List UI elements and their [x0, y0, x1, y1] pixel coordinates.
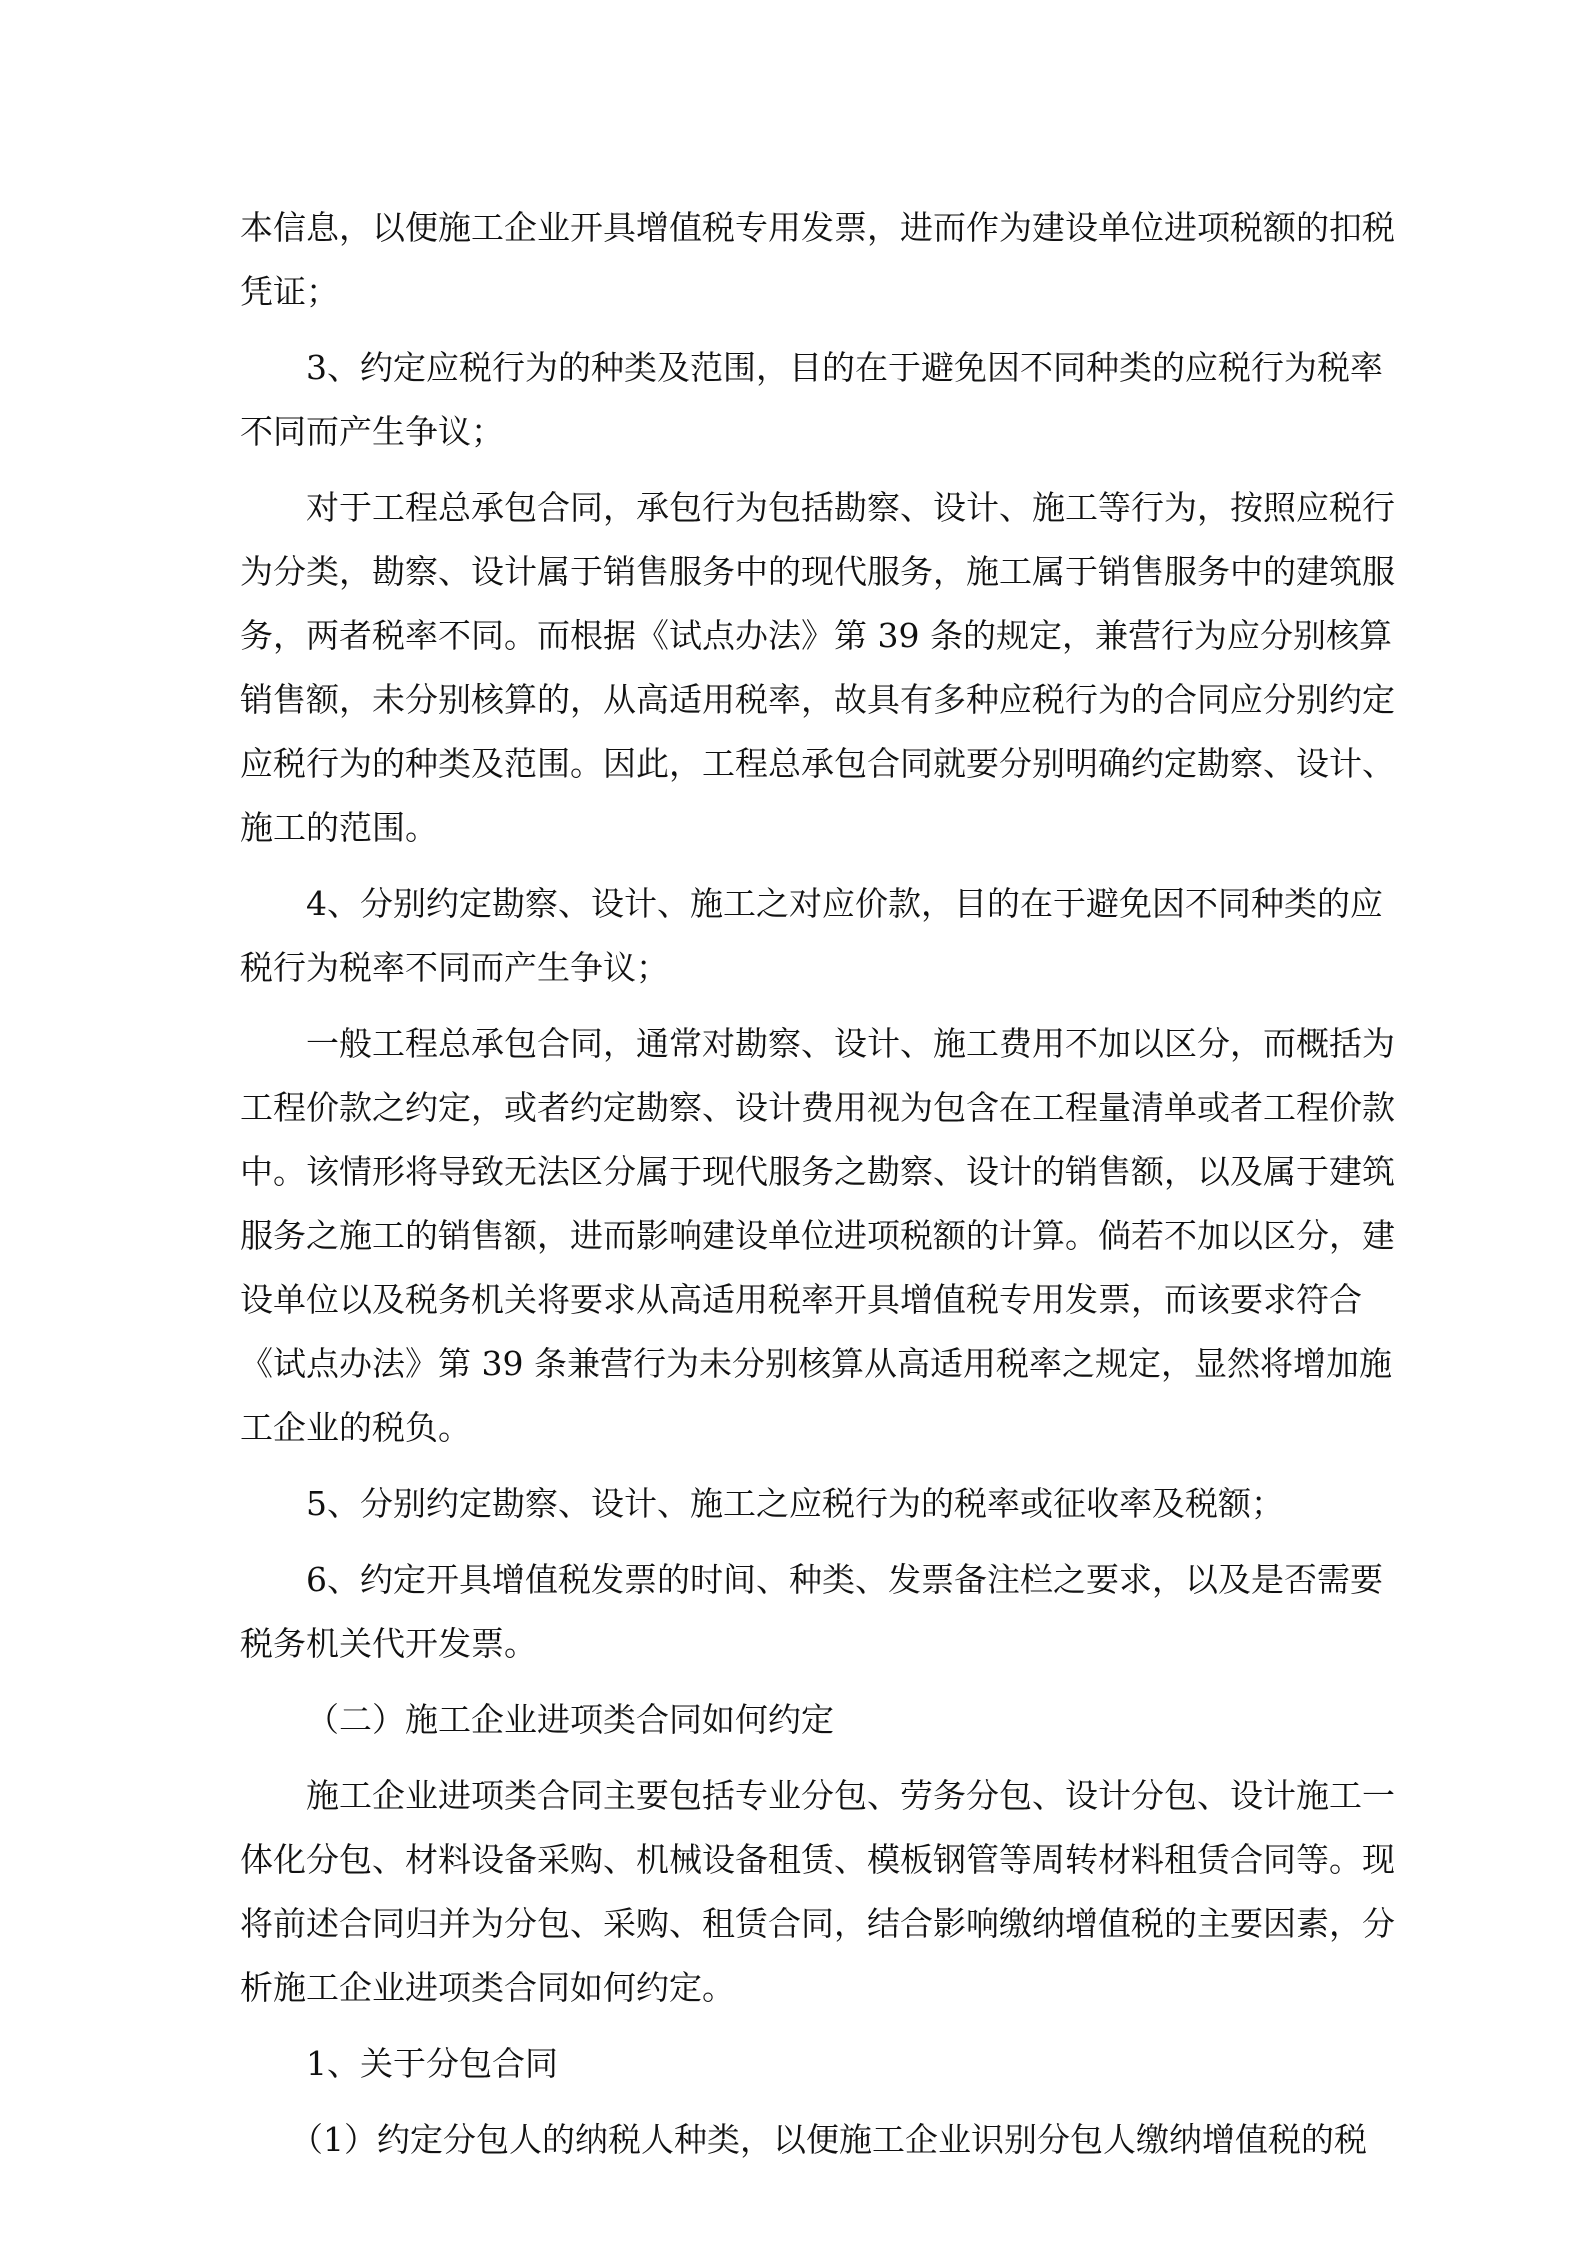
text-line: 3、约定应税行为的种类及范围，目的在于避免因不同种类的应税行为税率: [306, 348, 1383, 387]
text-line: 对于工程总承包合同，承包行为包括勘察、设计、施工等行为，按照应税行: [306, 488, 1395, 527]
text-line: 服务之施工的销售额，进而影响建设单位进项税额的计算。倘若不加以区分，建: [240, 1216, 1395, 1255]
text-line: （1）约定分包人的纳税人种类，以便施工企业识别分包人缴纳增值税的税: [290, 2120, 1367, 2159]
text-line: 销售额，未分别核算的，从高适用税率，故具有多种应税行为的合同应分别约定: [240, 680, 1395, 719]
text-line: 6、约定开具增值税发票的时间、种类、发票备注栏之要求，以及是否需要: [306, 1560, 1383, 1599]
text-line: 税务机关代开发票。: [240, 1624, 537, 1663]
text-line: 为分类，勘察、设计属于销售服务中的现代服务，施工属于销售服务中的建筑服: [240, 552, 1395, 591]
text-line: 设单位以及税务机关将要求从高适用税率开具增值税专用发票，而该要求符合: [240, 1280, 1362, 1319]
text-line: 工企业的税负。: [240, 1408, 471, 1447]
text-line: 一般工程总承包合同，通常对勘察、设计、施工费用不加以区分，而概括为: [306, 1024, 1395, 1063]
text-line: 凭证；: [240, 272, 339, 311]
text-line: 施工企业进项类合同主要包括专业分包、劳务分包、设计分包、设计施工一: [306, 1776, 1395, 1815]
text-line: 施工的范围。: [240, 808, 438, 847]
section-heading: （二）施工企业进项类合同如何约定: [306, 1700, 834, 1739]
text-line: 税行为税率不同而产生争议；: [240, 948, 669, 987]
text-line: 中。该情形将导致无法区分属于现代服务之勘察、设计的销售额，以及属于建筑: [240, 1152, 1395, 1191]
text-line: 务，两者税率不同。而根据《试点办法》第 39 条的规定，兼营行为应分别核算: [240, 616, 1392, 655]
text-line: 本信息，以便施工企业开具增值税专用发票，进而作为建设单位进项税额的扣税: [240, 208, 1395, 247]
text-line: 《试点办法》第 39 条兼营行为未分别核算从高适用税率之规定，显然将增加施: [240, 1344, 1392, 1383]
text-line: 4、分别约定勘察、设计、施工之对应价款，目的在于避免因不同种类的应: [306, 884, 1383, 923]
text-line: 体化分包、材料设备采购、机械设备租赁、模板钢管等周转材料租赁合同等。现: [240, 1840, 1395, 1879]
text-line: 不同而产生争议；: [240, 412, 504, 451]
text-line: 工程价款之约定，或者约定勘察、设计费用视为包含在工程量清单或者工程价款: [240, 1088, 1395, 1127]
text-line: 5、分别约定勘察、设计、施工之应税行为的税率或征收率及税额；: [306, 1484, 1284, 1523]
text-line: 析施工企业进项类合同如何约定。: [240, 1968, 735, 2007]
document-page: [240, 196, 1395, 2172]
text-line: 将前述合同归并为分包、采购、租赁合同，结合影响缴纳增值税的主要因素，分: [240, 1904, 1395, 1943]
subsection-heading: 1、关于分包合同: [306, 2044, 558, 2083]
text-line: 应税行为的种类及范围。因此，工程总承包合同就要分别明确约定勘察、设计、: [240, 744, 1395, 783]
